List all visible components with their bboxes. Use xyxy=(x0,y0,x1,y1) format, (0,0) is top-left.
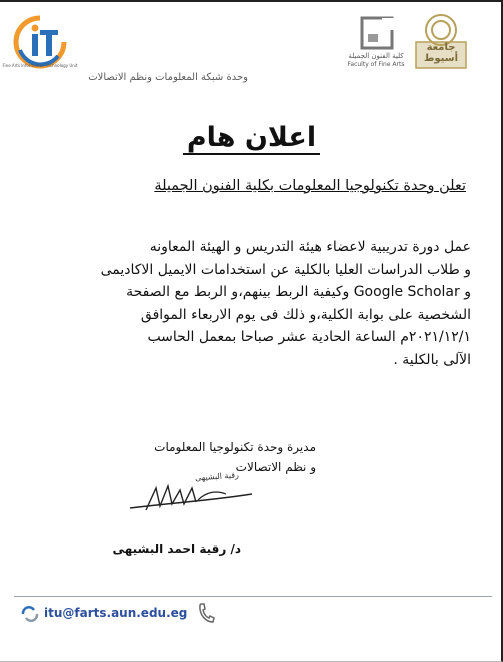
body-line: عمل دورة تدريبية لاعضاء هيئة التدريس و الهيئة المعاونه xyxy=(149,239,471,255)
it-unit-caption: وحدة شبكة المعلومات ونظم الاتصالات xyxy=(88,72,248,83)
announcement-title-text: اعلان هام xyxy=(183,122,320,155)
announcement-title xyxy=(0,122,503,153)
handwritten-signature xyxy=(126,480,256,514)
body-line: و Google Scholar وكيفية الربط بينهم،و الربط مع الصفحة xyxy=(126,284,471,300)
footer-divider xyxy=(14,596,492,597)
body-line: ٢٠٢١/١٢/١م الساعة الحادية عشر صباحا بمعمل الحاسب xyxy=(147,329,471,345)
signatory-line-2: و نظم الاتصالات xyxy=(235,460,316,474)
announcement-subtitle: تعلن وحدة تكنولوجيا المعلومات بكلية الفنون الجميلة xyxy=(154,178,466,194)
phone-icon xyxy=(197,602,215,624)
link-icon xyxy=(20,606,40,622)
it-logo-small-text: Fine Arts Information Technology Unit xyxy=(2,63,78,68)
signatory-name: د/ رقية احمد البشيهى xyxy=(112,542,241,556)
announcement-body xyxy=(21,236,471,371)
signature-stamp-text: رقية البشيهى xyxy=(194,470,240,483)
body-line: الآلى بالكلية . xyxy=(393,351,471,368)
faculty-name-en: Faculty of Fine Arts xyxy=(347,61,405,68)
signatory-line-1: مديرة وحدة تكنولوجيا المعلومات xyxy=(154,440,316,454)
faculty-name-ar: كلية الفنون الجميلة xyxy=(348,52,404,60)
university-name: جامعة أسيوط xyxy=(424,42,458,64)
contact-email[interactable]: itu@farts.aun.edu.eg xyxy=(44,606,188,620)
body-line: و طلاب الدراسات العليا بالكلية عن استخدامات الايميل الاكاديمى xyxy=(100,261,471,278)
it-unit-logo xyxy=(2,16,78,70)
body-line: الشخصية على بوابة الكلية،و ذلك فى يوم الاربعاء الموافق xyxy=(140,306,471,323)
